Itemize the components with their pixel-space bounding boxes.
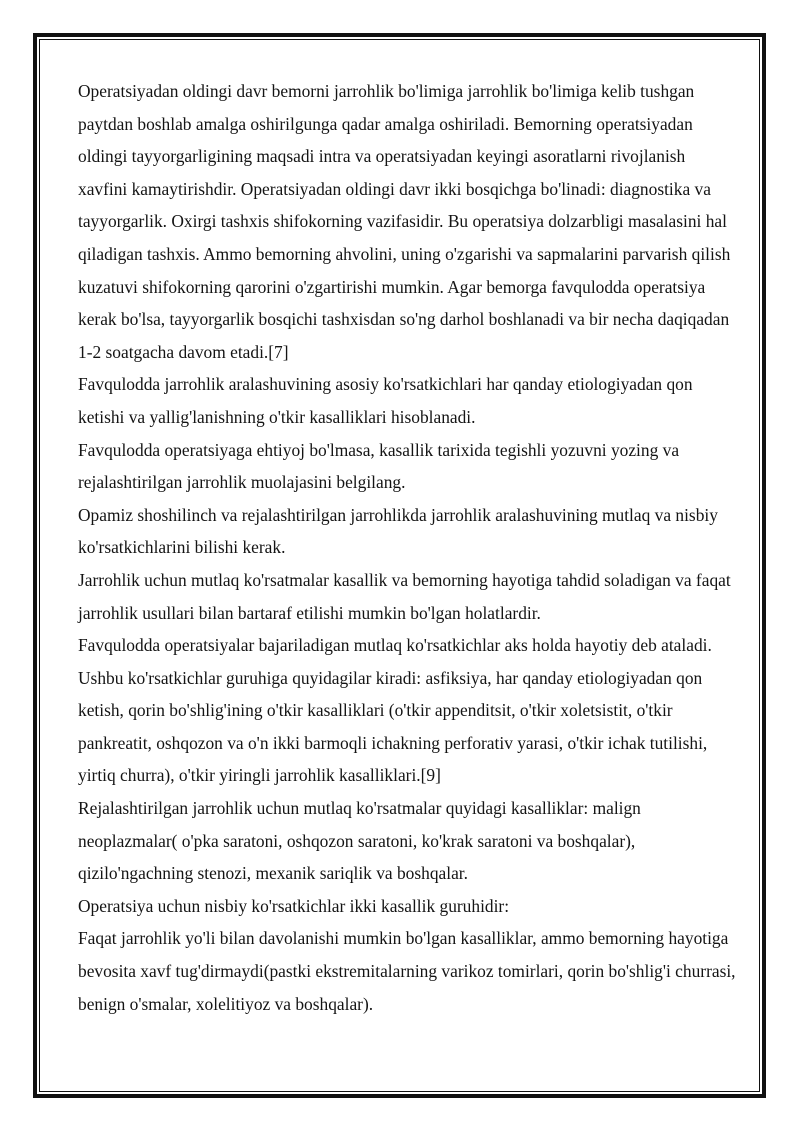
paragraph-preoperative-period: Operatsiyadan oldingi davr bemorni jarrohlik bo'limiga jarrohlik bo'limiga kelib tushgan paytdan boshlab amalga oshirilgunga qadar amalga oshiriladi. Bemorning operatsiyadan oldingi tayyorgarligining maqsadi intra va operatsiyadan keyingi asoratlarni rivojlanish xavfini kamaytirishdir. Operatsiyadan oldingi davr ikki bosqichga bo'linadi: diagnostika va tayyorgarlik. Oxirgi tashxis shifokorning vazifasidir. Bu operatsiya dolzarbligi masalasini hal qiladigan tashxis. Ammo bemorning ahvolini, uning o'zgarishi va sapmalarini parvarish qilish kuzatuvi shifokorning qarorini o'zgartirishi mumkin. Agar bemorga favqulodda operatsiya kerak bo'lsa, tayyorgarlik bosqichi tashxisdan so'ng darhol boshlanadi va bir necha daqiqadan 1-2 soatgacha davom etadi.[7] [78,81,731,362]
paragraph-surgical-only-diseases: Faqat jarrohlik yo'li bilan davolanishi mumkin bo'lgan kasalliklar, ammo bemorning hayotiga bevosita xavf tug'dirmaydi(pastki ekstremitalarning varikoz tomirlari, qorin bo'shlig'i churrasi, benign o'smalar, xolelitiyoz va boshqalar). [78,928,736,1014]
paragraph-planned-surgery: Rejalashtirilgan jarrohlik uchun mutlaq ko'rsatmalar quyidagi kasalliklar: malign neoplazmalar( o'pka saratoni, oshqozon saratoni, ko'krak saratoni va boshqalar), qizilo'ngachning stenozi, mexanik sariqlik va boshqalar. [78,798,641,884]
paragraph-vital-indications: Favqulodda operatsiyalar bajariladigan mutlaq ko'rsatkichlar aks holda hayotiy deb ataladi. Ushbu ko'rsatkichlar guruhiga quyidagilar kiradi: asfiksiya, har qanday etiologiyadan qon ketish, qorin bo'shlig'ining o'tkir kasalliklari (o'tkir appenditsit, o'tkir xoletsistit, o'tkir pankreatit, oshqozon va o'n ikki barmoqli ichakning perforativ yarasi, o'tkir ichak tutilishi, yirtiq churra), o'tkir yiringli jarrohlik kasalliklari.[9] [78,635,712,786]
paragraph-absolute-indications: Jarrohlik uchun mutlaq ko'rsatmalar kasallik va bemorning hayotiga tahdid soladigan va faqat jarrohlik usullari bilan bartaraf etilishi mumkin bo'lgan holatlardir. [78,569,731,623]
paragraph-no-emergency: Favqulodda operatsiyaga ehtiyoj bo'lmasa, kasallik tarixida tegishli yozuvni yozing va rejalashtirilgan jarrohlik muolajasini belgilang. [78,439,680,493]
paragraph-absolute-relative: Opamiz shoshilinch va rejalashtirilgan jarrohlikda jarrohlik aralashuvining mutlaq va nisbiy ko'rsatkichlarini bilishi kerak. [78,504,718,558]
paragraph-emergency-indications: Favqulodda jarrohlik aralashuvining asosiy ko'rsatkichlari har qanday etiologiyadan qon ketishi va yallig'lanishning o'tkir kasalliklari hisoblanadi. [78,374,693,427]
document-body [78,75,738,1020]
paragraph-relative-indications: Operatsiya uchun nisbiy ko'rsatkichlar ikki kasallik guruhidir: [78,895,510,916]
page-border [33,33,766,1098]
